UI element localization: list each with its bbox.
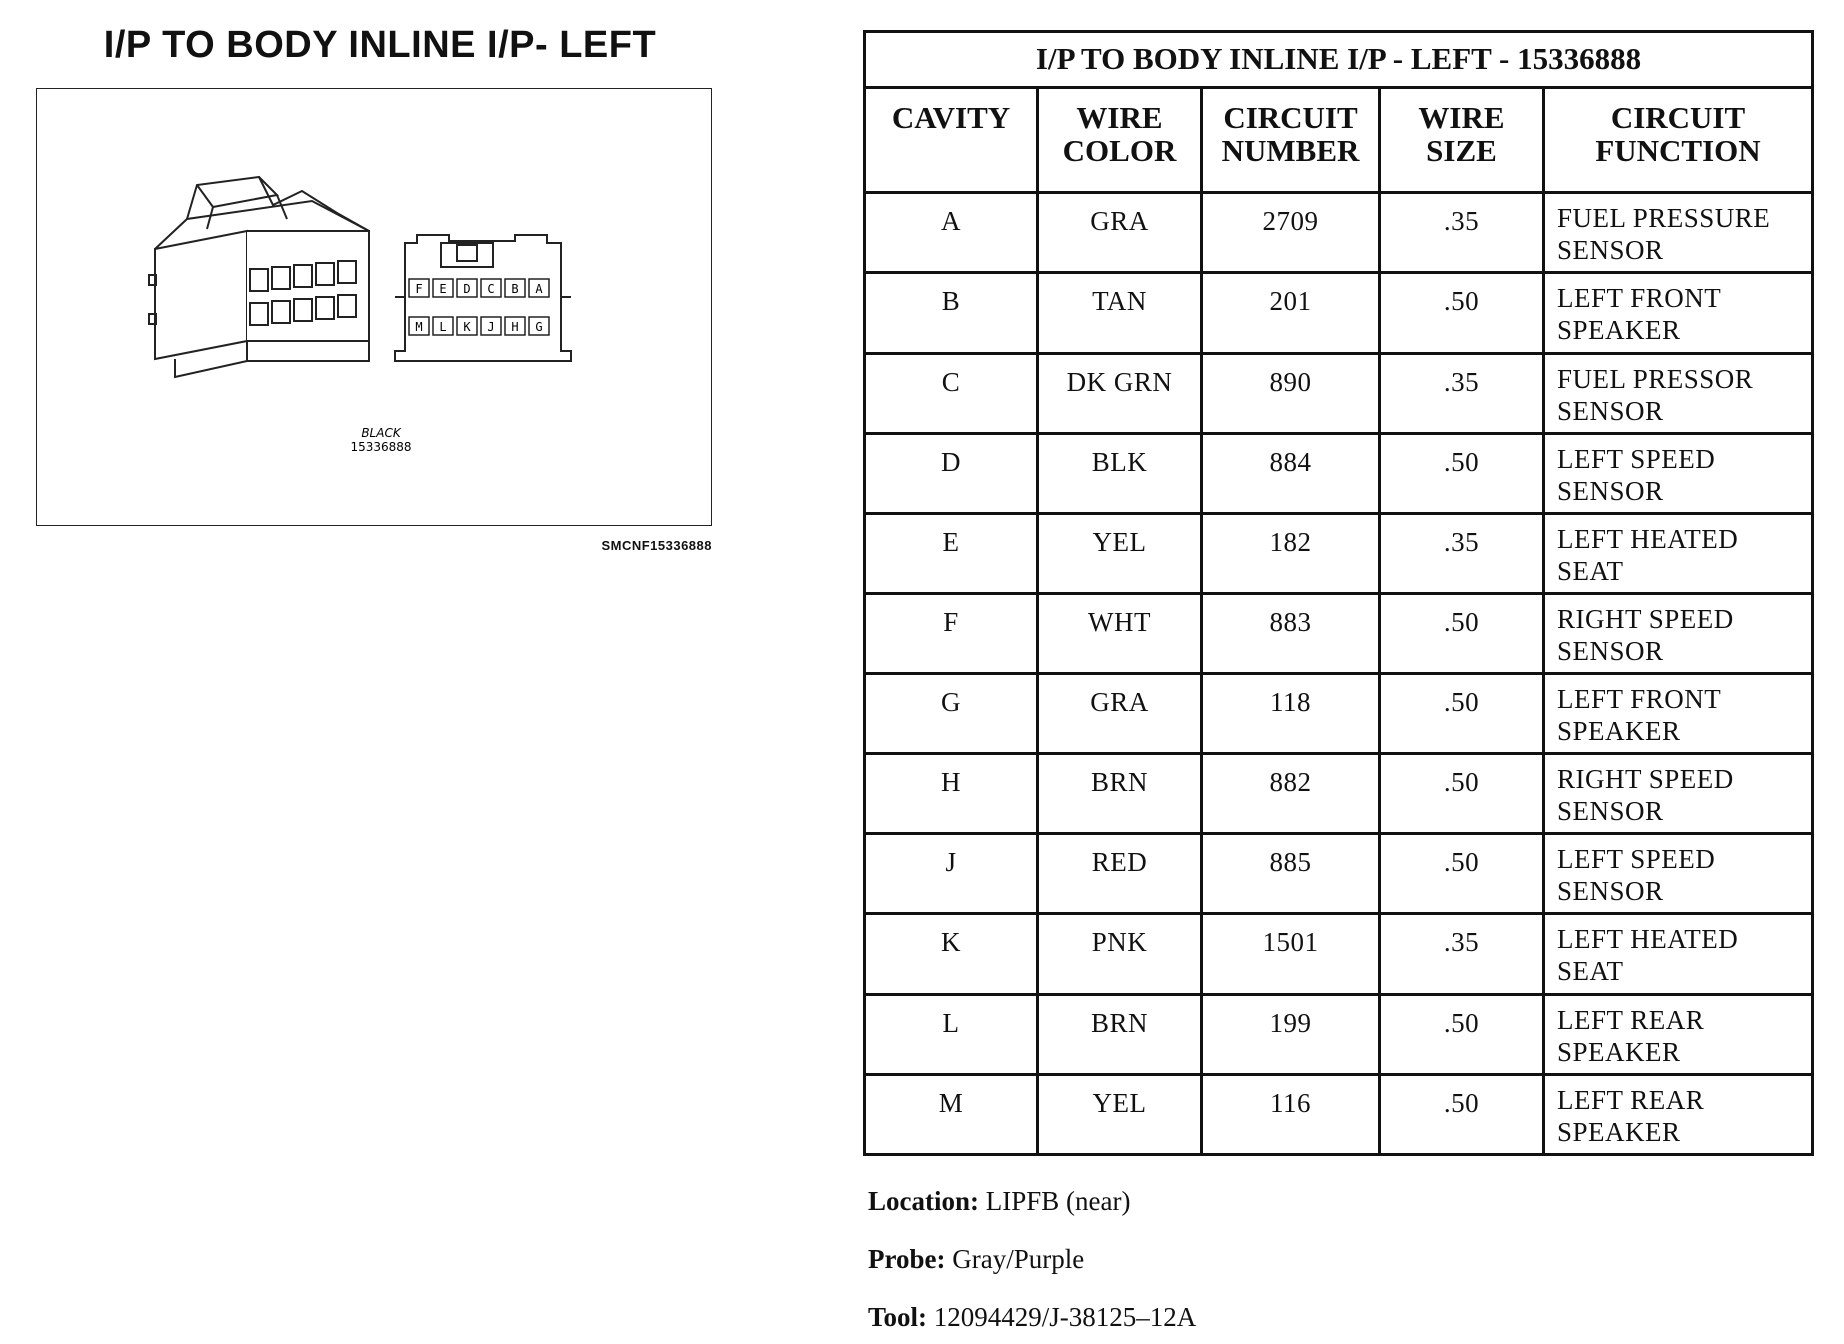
connector-drawing — [37, 89, 713, 527]
cell-wire-color: WHT — [1038, 593, 1202, 673]
table-title: I/P TO BODY INLINE I/P - LEFT - 15336888 — [865, 32, 1813, 88]
cell-wire-color: DK GRN — [1038, 353, 1202, 433]
cell-wire-color: GRA — [1038, 193, 1202, 273]
table-row — [865, 353, 1813, 433]
column-header-row — [865, 87, 1813, 192]
cell-wire-size: .50 — [1380, 834, 1544, 914]
cell-circuit-function: RIGHT SPEED SENSOR — [1544, 754, 1813, 834]
pin-label: A — [535, 282, 543, 296]
cell-circuit-function: LEFT FRONT SPEAKER — [1544, 273, 1813, 353]
connector-color-label: BLACK — [361, 426, 401, 440]
cell-wire-size: .35 — [1380, 353, 1544, 433]
cell-circuit-number: 116 — [1202, 1074, 1380, 1154]
cell-circuit-number: 882 — [1202, 754, 1380, 834]
tool-label: Tool: — [868, 1302, 928, 1332]
cell-circuit-function: LEFT HEATED SEAT — [1544, 914, 1813, 994]
pin-label: M — [415, 320, 423, 334]
table-row — [865, 513, 1813, 593]
cell-wire-size: .50 — [1380, 674, 1544, 754]
cell-cavity: G — [865, 674, 1038, 754]
cell-cavity: L — [865, 994, 1038, 1074]
table-row — [865, 994, 1813, 1074]
cell-circuit-number: 884 — [1202, 433, 1380, 513]
cell-circuit-function: LEFT REAR SPEAKER — [1544, 994, 1813, 1074]
table-title-row — [865, 32, 1813, 88]
header-wire-color: WIRE COLOR — [1038, 87, 1202, 192]
location-label: Location: — [868, 1186, 979, 1216]
diagram-title: I/P TO BODY INLINE I/P- LEFT — [103, 24, 657, 66]
probe-value: Gray/Purple — [952, 1244, 1085, 1274]
cell-circuit-function: LEFT HEATED SEAT — [1544, 513, 1813, 593]
cell-circuit-number: 883 — [1202, 593, 1380, 673]
location-line — [868, 1186, 1130, 1217]
cell-circuit-number: 118 — [1202, 674, 1380, 754]
table-row — [865, 1074, 1813, 1154]
table-row — [865, 433, 1813, 513]
table-row — [865, 593, 1813, 673]
cell-circuit-number: 2709 — [1202, 193, 1380, 273]
cell-wire-color: BRN — [1038, 754, 1202, 834]
connector-diagram — [36, 88, 712, 526]
connector-isometric-view — [149, 177, 369, 377]
pin-label: F — [415, 282, 423, 296]
cell-circuit-function: RIGHT SPEED SENSOR — [1544, 593, 1813, 673]
cell-circuit-function: LEFT SPEED SENSOR — [1544, 834, 1813, 914]
location-value: LIPFB (near) — [985, 1186, 1131, 1216]
cell-wire-color: YEL — [1038, 513, 1202, 593]
header-cavity: CAVITY — [865, 87, 1038, 192]
cell-circuit-number: 890 — [1202, 353, 1380, 433]
cell-circuit-function: FUEL PRESSURE SENSOR — [1544, 193, 1813, 273]
cell-circuit-number: 201 — [1202, 273, 1380, 353]
cell-cavity: D — [865, 433, 1038, 513]
pin-label: D — [463, 282, 471, 296]
cell-cavity: J — [865, 834, 1038, 914]
probe-line — [868, 1244, 1084, 1275]
cell-cavity: C — [865, 353, 1038, 433]
cell-cavity: E — [865, 513, 1038, 593]
cell-wire-color: YEL — [1038, 1074, 1202, 1154]
pin-label: J — [487, 320, 495, 334]
cell-wire-size: .50 — [1380, 433, 1544, 513]
diagram-ref-code: SMCNF15336888 — [601, 538, 712, 553]
cell-circuit-function: FUEL PRESSOR SENSOR — [1544, 353, 1813, 433]
pin-label: L — [439, 320, 447, 334]
cell-wire-color: BRN — [1038, 994, 1202, 1074]
cell-cavity: A — [865, 193, 1038, 273]
cell-wire-size: .35 — [1380, 914, 1544, 994]
header-circuit-number: CIRCUIT NUMBER — [1202, 87, 1380, 192]
cell-circuit-number: 182 — [1202, 513, 1380, 593]
cell-wire-color: TAN — [1038, 273, 1202, 353]
cell-circuit-number: 199 — [1202, 994, 1380, 1074]
cell-wire-size: .50 — [1380, 593, 1544, 673]
cell-circuit-function: LEFT SPEED SENSOR — [1544, 433, 1813, 513]
table-row — [865, 834, 1813, 914]
header-wire-size: WIRE SIZE — [1380, 87, 1544, 192]
connector-face-view — [395, 235, 571, 361]
cell-circuit-function: LEFT FRONT SPEAKER — [1544, 674, 1813, 754]
cell-circuit-number: 885 — [1202, 834, 1380, 914]
tool-line — [868, 1302, 1196, 1333]
cell-cavity: H — [865, 754, 1038, 834]
table-row — [865, 193, 1813, 273]
cell-wire-size: .50 — [1380, 1074, 1544, 1154]
pin-label: G — [535, 320, 543, 334]
cell-cavity: M — [865, 1074, 1038, 1154]
cell-wire-color: RED — [1038, 834, 1202, 914]
cell-wire-size: .50 — [1380, 273, 1544, 353]
cell-wire-size: .50 — [1380, 754, 1544, 834]
cell-wire-size: .35 — [1380, 193, 1544, 273]
cell-cavity: K — [865, 914, 1038, 994]
cell-wire-color: GRA — [1038, 674, 1202, 754]
cell-cavity: F — [865, 593, 1038, 673]
header-circuit-function: CIRCUIT FUNCTION — [1544, 87, 1813, 192]
pin-label: C — [487, 282, 495, 296]
pin-label: K — [463, 320, 471, 334]
cell-circuit-function: LEFT REAR SPEAKER — [1544, 1074, 1813, 1154]
cell-cavity: B — [865, 273, 1038, 353]
pin-label: B — [511, 282, 519, 296]
cell-circuit-number: 1501 — [1202, 914, 1380, 994]
table-row — [865, 674, 1813, 754]
probe-label: Probe: — [868, 1244, 946, 1274]
pin-label: E — [439, 282, 447, 296]
pinout-table — [863, 30, 1814, 1156]
table-row — [865, 914, 1813, 994]
pin-label: H — [511, 320, 519, 334]
cell-wire-color: BLK — [1038, 433, 1202, 513]
cell-wire-size: .50 — [1380, 994, 1544, 1074]
table-row — [865, 273, 1813, 353]
connector-part-label: 15336888 — [350, 440, 412, 454]
table-row — [865, 754, 1813, 834]
tool-value: 12094429/J-38125–12A — [933, 1302, 1197, 1332]
cell-wire-size: .35 — [1380, 513, 1544, 593]
cell-wire-color: PNK — [1038, 914, 1202, 994]
